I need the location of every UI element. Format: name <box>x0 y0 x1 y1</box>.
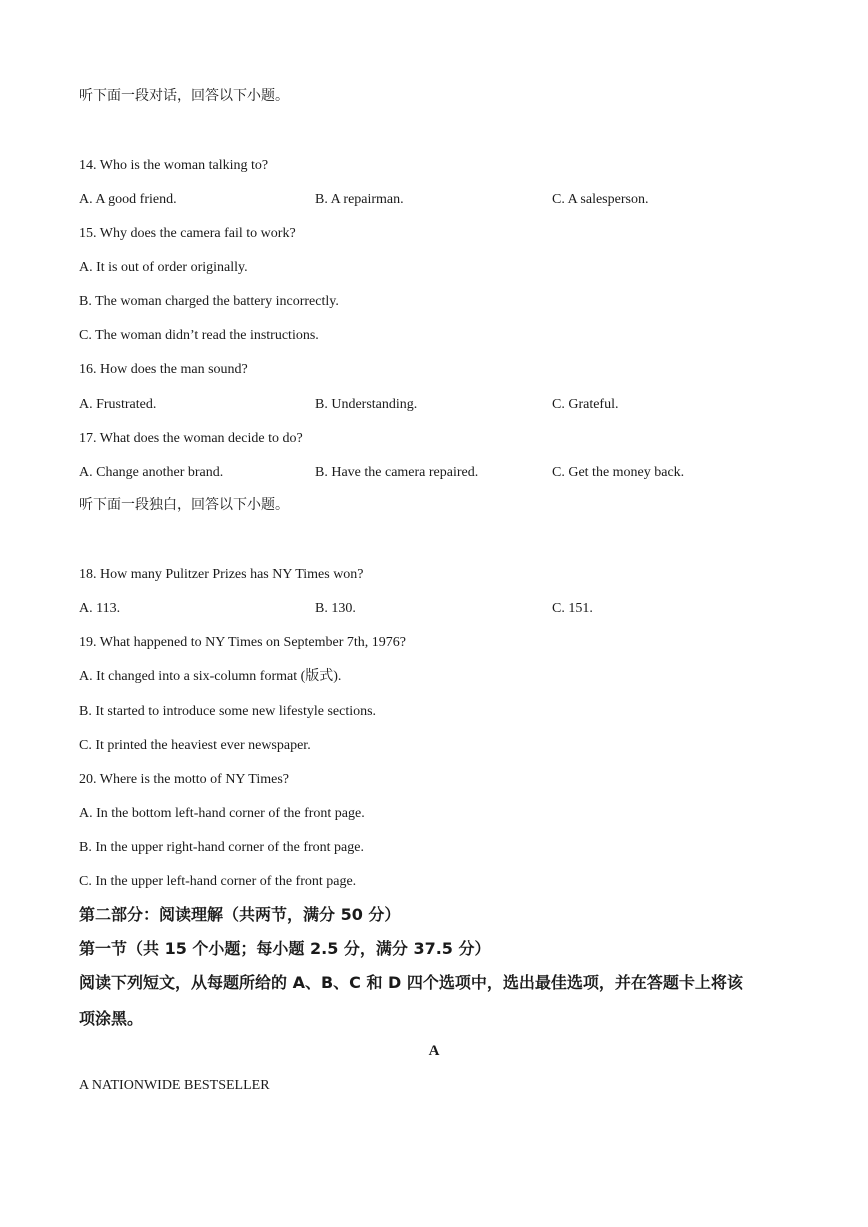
instructions-line-1: 阅读下列短文，从每题所给的 A、B、C 和 D 四个选项中，选出最佳选项，并在答题卡上将该 <box>79 973 743 992</box>
option-c: C. In the upper left-hand corner of the front page. <box>79 874 357 889</box>
dialogue-intro: 听下面一段对话，回答以下小题。 <box>79 89 289 104</box>
question-15: 15. Why does the camera fail to work? <box>79 226 296 241</box>
question-17-options <box>79 464 799 482</box>
question-18-options <box>79 600 799 618</box>
option-a: A. Frustrated. <box>79 397 157 412</box>
question-16: 16. How does the man sound? <box>79 362 248 377</box>
option-a: A. In the bottom left-hand corner of the front page. <box>79 806 365 821</box>
option-a: A. It changed into a six-column format (版式). <box>79 669 342 684</box>
passage-label: A <box>428 1043 440 1059</box>
question-14: 14. Who is the woman talking to? <box>79 158 269 173</box>
question-14-options <box>79 191 799 209</box>
option-c: C. It printed the heaviest ever newspaper. <box>79 738 311 753</box>
option-c: C. A salesperson. <box>552 192 649 207</box>
option-a: A. Change another brand. <box>79 465 224 480</box>
section-1-title: 第一节（共 15 个小题；每小题 2.5 分，满分 37.5 分） <box>79 939 491 958</box>
option-b: B. Understanding. <box>315 397 418 412</box>
question-20: 20. Where is the motto of NY Times? <box>79 772 289 787</box>
option-a: A. A good friend. <box>79 192 177 207</box>
option-c: C. Grateful. <box>552 397 619 412</box>
option-b: B. In the upper right-hand corner of the front page. <box>79 840 364 855</box>
option-b: B. Have the camera repaired. <box>315 465 479 480</box>
question-17: 17. What does the woman decide to do? <box>79 431 303 446</box>
option-c: C. The woman didn’t read the instructions. <box>79 328 319 343</box>
option-a: A. 113. <box>79 601 121 616</box>
option-a: A. It is out of order originally. <box>79 260 248 275</box>
question-19: 19. What happened to NY Times on September 7th, 1976? <box>79 635 407 650</box>
question-18: 18. How many Pulitzer Prizes has NY Times won? <box>79 567 364 582</box>
option-c: C. 151. <box>552 601 593 616</box>
part-2-title: 第二部分：阅读理解（共两节，满分 50 分） <box>79 905 401 924</box>
option-c: C. Get the money back. <box>552 465 685 480</box>
option-b: B. 130. <box>315 601 356 616</box>
option-b: B. A repairman. <box>315 192 404 207</box>
instructions-line-2: 项涂黑。 <box>79 1009 144 1028</box>
question-16-options <box>79 396 799 414</box>
passage-first-line: A NATIONWIDE BESTSELLER <box>79 1078 270 1093</box>
option-b: B. It started to introduce some new lifestyle sections. <box>79 704 377 719</box>
monologue-intro: 听下面一段独白，回答以下小题。 <box>79 498 289 513</box>
option-b: B. The woman charged the battery incorrectly. <box>79 294 339 309</box>
